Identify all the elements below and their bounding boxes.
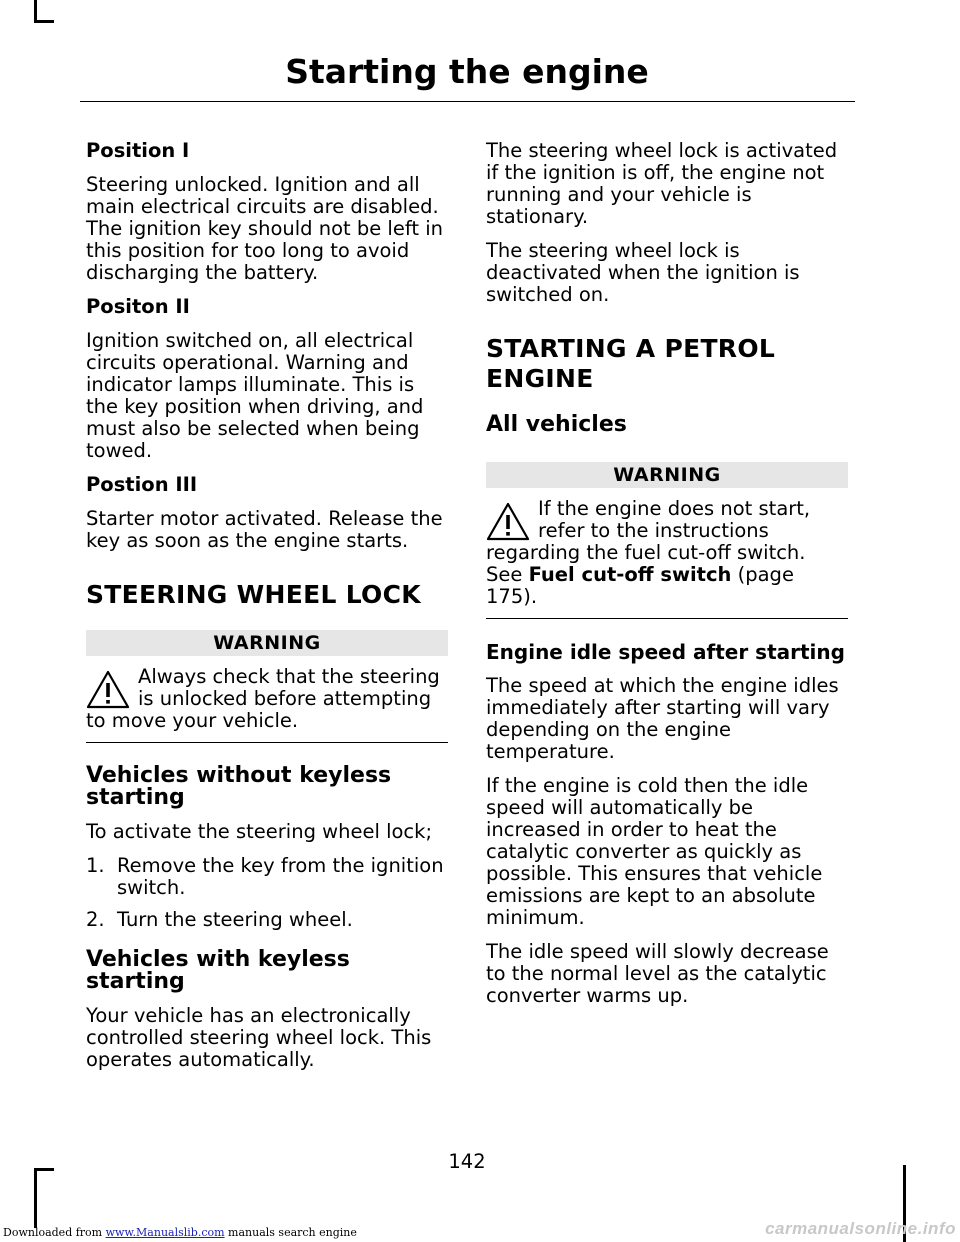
petrol-heading-line2: ENGINE: [486, 364, 594, 393]
list-item: [86, 909, 448, 931]
title-rule: [80, 101, 855, 102]
position-3-text: Starter motor activated. Release the key as soon as the engine starts.: [86, 507, 443, 552]
warning-banner: WARNING: [486, 462, 848, 488]
step-text: Turn the steering wheel.: [117, 908, 353, 931]
idle-para-2: If the engine is cold then the idle speed will automatically be increased in order to heat the catalytic converter as quickly as possible. This ensures that vehicle emissions are kept to an absolute minimum.: [486, 774, 823, 929]
page-ref: (page 175).: [486, 563, 794, 608]
position-1-text: Steering unlocked. Ignition and all main electrical circuits are disabled. The ignition key should not be left in this position for too long to avoid discharging the battery.: [86, 173, 443, 284]
warning-triangle-icon: [86, 670, 130, 710]
idle-para-1: The speed at which the engine idles immediately after starting will vary depending on the engine temperature.: [486, 674, 839, 763]
lock-activated-text: The steering wheel lock is activated if the ignition is off, the engine not running and your vehicle is stationary.: [486, 139, 838, 228]
step-text: Remove the key from the ignition switch.: [117, 854, 444, 899]
crop-mark: [34, 0, 37, 22]
right-column: [486, 140, 848, 1019]
steering-lock-heading: STEERING WHEEL LOCK: [86, 580, 421, 609]
with-keyless-heading: Vehicles with keyless starting: [86, 947, 350, 994]
without-keyless-heading: Vehicles without keyless starting: [86, 763, 392, 810]
petrol-heading-line1: STARTING A PETROL: [486, 334, 776, 363]
idle-para-3: The idle speed will slowly decrease to the normal level as the catalytic converter warms up.: [486, 940, 829, 1007]
fuel-cutoff-link[interactable]: Fuel cut-off switch: [528, 563, 732, 586]
warning-text: [486, 498, 848, 608]
footer-suffix: manuals search engine: [224, 1226, 357, 1239]
warning-text: Always check that the steering is unlocked before attempting to move your vehicle.: [86, 665, 440, 732]
crop-mark: [34, 20, 54, 23]
warning-box: [86, 666, 448, 743]
list-item: [86, 855, 448, 899]
crop-mark: [34, 1168, 37, 1228]
site-watermark: carmanualsonline.info: [765, 1219, 956, 1238]
footer-prefix: Downloaded from: [3, 1226, 106, 1239]
warning-banner: WARNING: [86, 630, 448, 656]
step-number: 2.: [86, 908, 105, 931]
position-3-heading: Postion III: [86, 473, 198, 496]
position-2-heading: Positon II: [86, 295, 190, 318]
warning-triangle-icon: [486, 502, 530, 542]
manualslib-link[interactable]: www.Manualslib.com: [105, 1226, 225, 1239]
position-2-text: Ignition switched on, all electrical circuits operational. Warning and indicator lamps illuminate. This is the key position when driving, and must also be selected when being towed.: [86, 329, 424, 462]
position-1-heading: Position I: [86, 139, 190, 162]
download-footer: [3, 1226, 357, 1239]
idle-speed-heading: Engine idle speed after starting: [486, 640, 845, 664]
warning-body: If the engine does not start, refer to the instructions regarding the fuel cut-off switch. See: [486, 497, 811, 586]
all-vehicles-heading: All vehicles: [486, 412, 627, 437]
step-number: 1.: [86, 854, 105, 877]
steps-list: [86, 855, 448, 931]
page-title: Starting the engine: [285, 52, 649, 91]
lock-deactivated-text: The steering wheel lock is deactivated when the ignition is switched on.: [486, 239, 800, 306]
with-keyless-text: Your vehicle has an electronically controlled steering wheel lock. This operates automatically.: [86, 1004, 432, 1071]
left-column: [86, 140, 448, 1083]
without-keyless-intro: To activate the steering wheel lock;: [86, 820, 433, 843]
petrol-engine-heading: [486, 334, 848, 394]
page-number: 142: [448, 1150, 486, 1173]
warning-box: [486, 498, 848, 619]
